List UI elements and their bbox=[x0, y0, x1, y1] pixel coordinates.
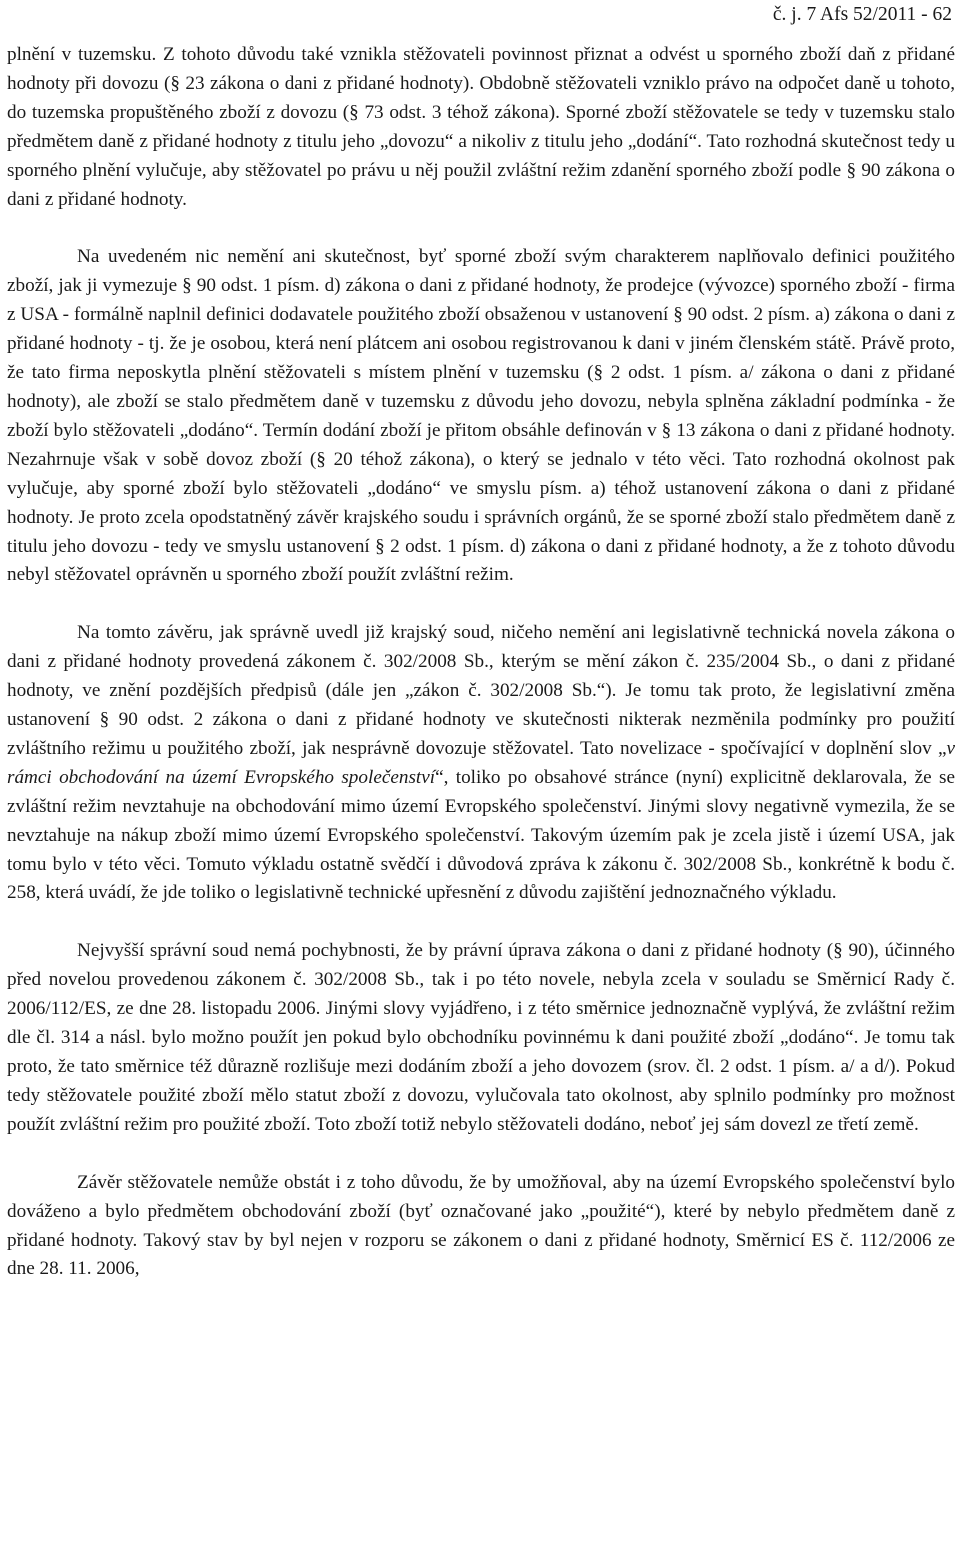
paragraph-3-quoted-phrase: v rámci obchodování na území Evropského společenství bbox=[7, 737, 955, 788]
paragraph-3-text-after: “, toliko po obsahové stránce (nyní) explicitně deklarovala, že se zvláštní režim nevztahuje na obchodování mimo území Evropského společenství. Jinými slovy negativně vymezila, že se nevztahuje na nákup zboží mimo území Evropského společenství. Takovým územím pak je zcela jistě i území USA, jak tomu bylo v této věci. Tomuto výkladu ostatně svědčí i důvodová zpráva k zákonu č. 302/2008 Sb., konkrétně k bodu č. 258, která uvádí, že jde toliko o legislativně technické upřesnění z důvodu zajištění jednoznačného výkladu. bbox=[7, 766, 955, 904]
paragraph-3 bbox=[7, 619, 955, 908]
paragraph-gap bbox=[7, 1140, 955, 1169]
paragraph-gap bbox=[7, 908, 955, 937]
paragraph-1: plnění v tuzemsku. Z tohoto důvodu také vznikla stěžovateli povinnost přiznat a odvést u sporného zboží daň z přidané hodnoty při dovozu (§ 23 zákona o dani z přidané hodnoty). Obdobně stěžovateli vzniklo právo na odpočet daně u tohoto, do tuzemska propuštěného zboží z dovozu (§ 73 odst. 3 téhož zákona). Sporné zboží stěžovatele se tedy v tuzemsku stalo předmětem daně z přidané hodnoty z titulu jeho „dovozu“ a nikoliv z titulu jeho „dodání“. Tato rozhodná skutečnost tedy u sporného plnění vylučuje, aby stěžovatel po právu u něj použil zvláštní režim zdanění sporného zboží podle § 90 zákona o dani z přidané hodnoty. bbox=[7, 44, 955, 210]
paragraph-4: Nejvyšší správní soud nemá pochybnosti, že by právní úprava zákona o dani z přidané hodnoty (§ 90), účinného před novelou provedenou zákonem č. 302/2008 Sb., tak i po této novele, nebyla zcela v souladu se Směrnicí Rady č. 2006/112/ES, ze dne 28. listopadu 2006. Jinými slovy vyjádřeno, i z této směrnice jednoznačně vyplývá, že zvláštní režim dle čl. 314 a násl. bylo možno použít jen pokud bylo obchodníku povinnému k dani použité zboží „dodáno“. Je tomu tak proto, že tato směrnice též důrazně rozlišuje mezi dodáním zboží a jeho dovozem (srov. čl. 2 odst. 1 písm. a/ a d/). Pokud tedy stěžovatele použité zboží mělo statut zboží z dovozu, vylučovala tato okolnost, aby splnilo podmínky pro možnost použít zvláštní režim pro použité zboží. Toto zboží totiž nebylo stěžovateli dodáno, neboť jej sám dovezl ze třetí země. bbox=[7, 940, 955, 1135]
document-page bbox=[7, 0, 955, 1284]
paragraph-gap bbox=[7, 214, 955, 243]
case-reference: č. j. 7 Afs 52/2011 - 62 bbox=[772, 4, 952, 25]
paragraph-5: Závěr stěžovatele nemůže obstát i z toho důvodu, že by umožňoval, aby na území Evropského společenství bylo dováženo a bylo předmětem obchodování zboží (byť označované jako „použité“), které by nebylo předmětem daně z přidané hodnoty. Takový stav by byl nejen v rozporu se zákonem o dani z přidané hodnoty, Směrnicí ES č. 112/2006 ze dne 28. 11. 2006, bbox=[7, 1171, 955, 1280]
paragraph-2: Na uvedeném nic nemění ani skutečnost, byť sporné zboží svým charakterem naplňovalo definici použitého zboží, jak ji vymezuje § 90 odst. 1 písm. d) zákona o dani z přidané hodnoty, že prodejce (vývozce) sporného zboží - firma z USA - formálně naplnil definici dodavatele použitého zboží obsaženou v ustanovení § 90 odst. 2 písm. a) zákona o dani z přidané hodnoty - tj. že je osobou, která není plátcem ani osobou registrovanou k dani v jiném členském státě. Právě proto, že tato firma neposkytla plnění stěžovateli s místem plnění v tuzemsku (§ 2 odst. 1 písm. a/ zákona o dani z přidané hodnoty), ale zboží se stalo předmětem daně v tuzemsku z důvodu jeho dovozu, nebyla splněna základní podmínka - že zboží bylo stěžovateli „dodáno“. Termín dodání zboží je přitom obsáhle definován v § 13 zákona o dani z přidané hodnoty. Nezahrnuje však v sobě dovoz zboží (§ 20 téhož zákona), o který se jednalo v této věci. Tato rozhodná okolnost pak vylučuje, aby sporné zboží bylo stěžovateli „dodáno“ ve smyslu písm. a) téhož ustanovení zákona o dani z přidané hodnoty. Je proto zcela opodstatněný závěr krajského soudu i správních orgánů, že se sporné zboží stalo předmětem daně z titulu jeho dovozu - tedy ve smyslu ustanovení § 2 odst. 1 písm. d) zákona o dani z přidané hodnoty, a že z tohoto důvodu nebyl stěžovatel oprávněn u sporného zboží použít zvláštní režim. bbox=[7, 246, 955, 586]
paragraph-3-text-before: Na tomto závěru, jak správně uvedl již krajský soud, ničeho nemění ani legislativně technická novela zákona o dani z přidané hodnoty provedená zákonem č. 302/2008 Sb., kterým se mění zákon č. 235/2004 Sb., o dani z přidané hodnoty, ve znění pozdějších předpisů (dále jen „zákon č. 302/2008 Sb.“). Je tomu tak proto, že legislativní změna ustanovení § 90 odst. 2 zákona o dani z přidané hodnoty ve skutečnosti nikterak nezměnila podmínky pro použití zvláštního režimu u použitého zboží, jak nesprávně dovozuje stěžovatel. Tato novelizace - spočívající v doplnění slov „ bbox=[7, 622, 955, 759]
paragraph-gap bbox=[7, 590, 955, 619]
